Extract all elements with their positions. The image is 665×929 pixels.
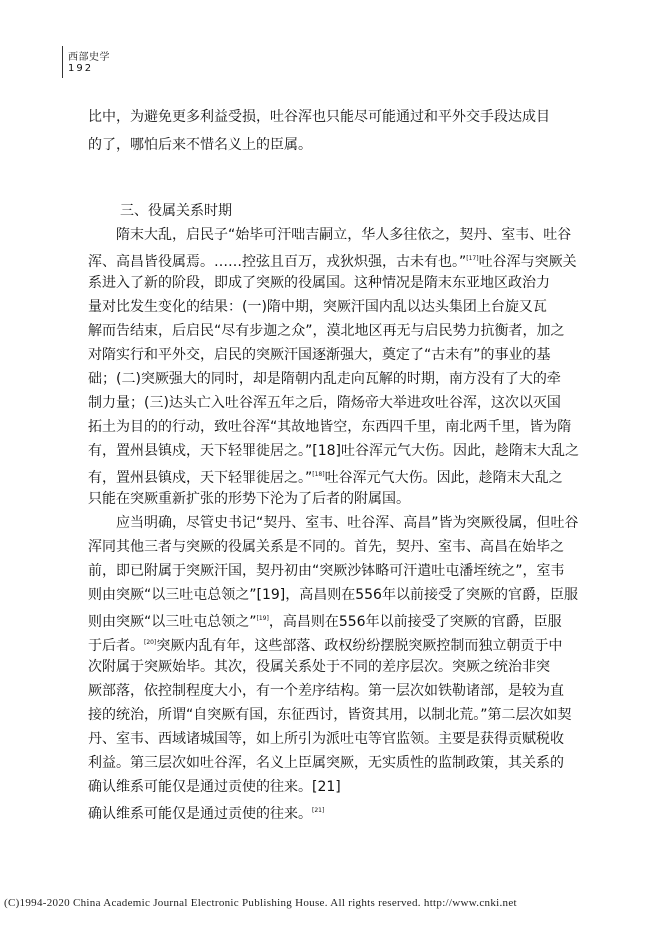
text-line: 确认维系可能仅是通过贡使的往来。[21] [88,779,341,795]
text-line: 接的统治，所谓“自突厥有国，东征西讨，皆资其用，以制北荒。”第二层次如契 [88,707,572,723]
text-line: 则由突厥“以三吐屯总领之”[19]，高昌则在556年以前接受了突厥的官爵，臣服 [88,587,578,603]
text-line: 量对比发生变化的结果：(一)隋中期，突厥汗国内乱以达头集团上台旋又瓦 [88,299,547,315]
text-line: 的了，哪怕后来不惜名义上的臣属。 [88,137,312,153]
text-line: 只能在突厥重新扩张的形势下沦为了后者的附属国。 [88,491,410,507]
text-line: 丹、室韦、西域诸城国等，如上所引为派吐屯等官监领。主要是获得贡赋税收 [88,731,564,747]
text-line: 础；(二)突厥强大的同时，却是隋朝内乱走向瓦解的时期，南方没有了大的牵 [88,371,561,387]
text-line: 于后者。[20]突厥内乱有年，这些部落、政权纷纷摆脱突厥控制而独立朝贡于中 [88,638,563,654]
journal-name: 西部史学 [68,52,110,63]
text-line: 浑同其他三者与突厥的役属关系是不同的。首先，契丹、室韦、高昌在始毕之 [88,539,564,555]
text-line: 厥部落，依控制程度大小，有一个差序结构。第一层次如铁勒诸部，是较为直 [88,683,564,699]
copyright-footer: (C)1994-2020 China Academic Journal Electronic Publishing House. All rights reserved. http://www.cnki.net [4,897,517,909]
text-line: 应当明确，尽管史书记“契丹、室韦、吐谷浑、高昌”皆为突厥役属，但吐谷 [88,515,579,531]
page-number: 192 [68,63,94,74]
text-line: 浑、高昌皆役属焉。……控弦且百万，戎狄炽强，古未有也。”[17]吐谷浑与突厥关 [88,254,577,270]
text-line: 有，置州县镇戍，天下轻罪徙居之。”[18]吐谷浑元气大伤。因此，趁隋末大乱之 [88,470,563,486]
text-line: 有，置州县镇戍，天下轻罪徙居之。”[18]吐谷浑元气大伤。因此，趁隋末大乱之 [88,443,579,459]
section-heading: 三、役属关系时期 [120,203,232,219]
text-line: 比中，为避免更多利益受损，吐谷浑也只能尽可能通过和平外交手段达成目 [88,109,550,125]
text-line: 前，即已附属于突厥汗国，契丹初由“突厥沙钵略可汗遣吐屯潘垤统之”，室韦 [88,563,565,579]
text-line: 拓土为目的的行动，致吐谷浑“其故地皆空，东西四千里，南北两千里，皆为隋 [88,419,572,435]
text-line: 确认维系可能仅是通过贡使的往来。[21] [88,806,325,822]
text-line: 次附属于突厥始毕。其次，役属关系处于不同的差序层次。突厥之统治非突 [88,659,550,675]
text-line: 系进入了新的阶段，即成了突厥的役属国。这种情况是隋末东亚地区政治力 [88,275,550,291]
text-line: 解而告结束，后启民“尽有步迦之众”，漠北地区再无与启民势力抗衡者，加之 [88,323,565,339]
header-rule [62,46,63,78]
text-line: 隋末大乱，启民子“始毕可汗咄吉嗣立，华人多往依之，契丹、室韦、吐谷 [88,227,572,243]
text-line: 对隋实行和平外交，启民的突厥汗国逐渐强大，奠定了“古未有”的事业的基 [88,347,551,363]
text-line: 利益。第三层次如吐谷浑，名义上臣属突厥，无实质性的监制政策，其关系的 [88,755,564,771]
text-line: 则由突厥“以三吐屯总领之”[19]，高昌则在556年以前接受了突厥的官爵，臣服 [88,614,562,630]
text-line: 制力量；(三)达头亡入吐谷浑五年之后，隋炀帝大举进攻吐谷浑，这次以灭国 [88,395,561,411]
